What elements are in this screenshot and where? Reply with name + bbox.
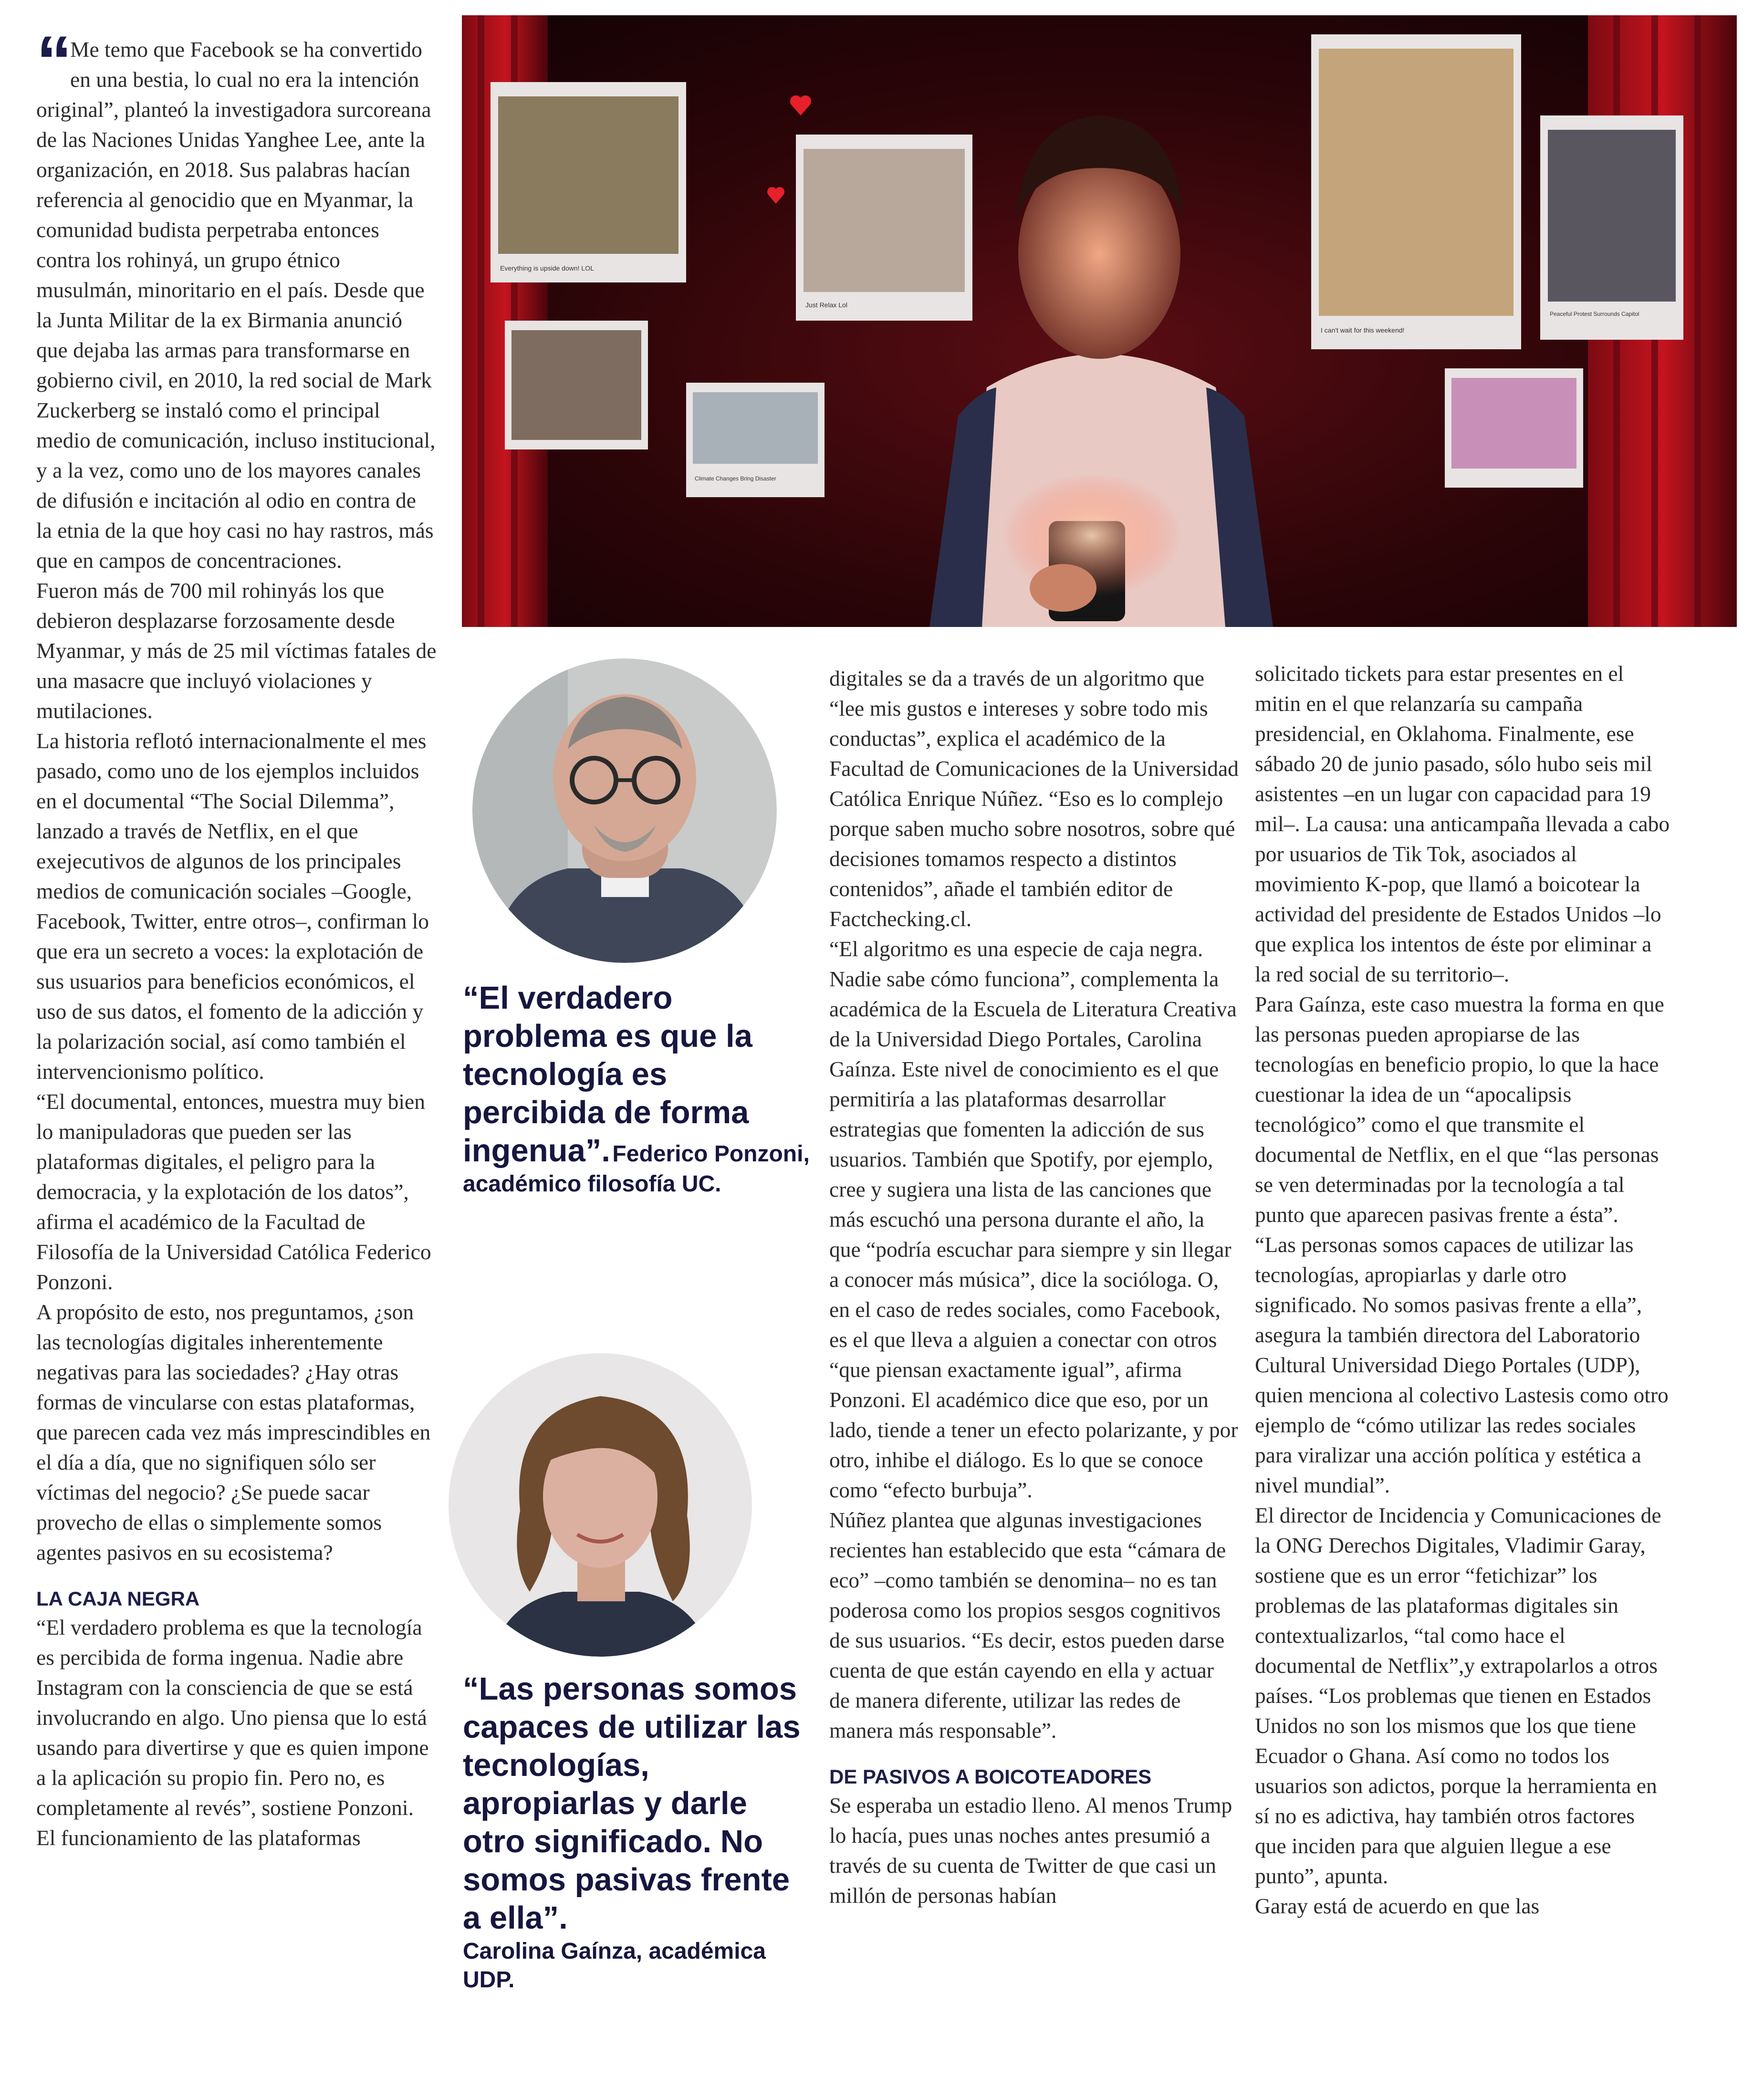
lead-paragraph: “ Me temo que Facebook se ha convertido en una bestia, lo cual no era la intención original”, planteó la investigadora surcoreana de las Naciones Unidas Yanghee Lee, ante la organización, en 2018. Sus palabras hacían referencia al genocidio que en Myanmar, la comunidad budista perpetraba entonces contra los rohinyá, un grupo étnico musulmán, minoritario en el país. Desde que la Junta Militar de la ex Birmania anunció que dejaba las armas para transformarse en gobierno civil, en 2010, la red social de Mark Zuckerberg se instaló como el principal medio de comunicación, incluso institucional, y a la vez, como uno de los mayores canales de difusión e incitación al odio en contra de la etnia de la que hoy casi no hay rastros, más que en campos de concentraciones. — [36, 21, 436, 573]
body-paragraph: Fueron más de 700 mil rohinyás los que debieron desplazarse forzosamente desde Myanmar, y más de 25 mil víctimas fatales de una masacre que incluyó violaciones y mutilaciones. — [36, 578, 437, 723]
body-paragraph: El director de Incidencia y Comunicaciones de la ONG Derechos Digitales, Vladimir Garay, sostiene que es un error “fetichizar” los problemas de las plataformas digitales sin contextualizarlos, “tal como hace el documental de Netflix”,y extrapolarlos a otros países. “Los problemas que tienen en Estados Unidos no son los mismos que los que tiene Ecuador o Ghana. Así como no todos los usuarios son adictos, porque la herramienta en sí no es adictiva, hay también otros factores que inciden para que alguien llegue a ese punto”, apunta. — [1255, 1503, 1661, 1888]
body-paragraph: “Las personas somos capaces de utilizar las tecnologías, apropiarlas y darle otro significado. No somos pasivas frente a ella”, asegura la también directora del Laboratorio Cultural Universidad Diego Portales (UDP), quien menciona al colectivo Lastesis como otro ejemplo de “cómo utilizar las redes sociales para viralizar una acción política y estética a nivel mundial”. — [1255, 1232, 1669, 1497]
portrait-carolina-gainza — [449, 1353, 752, 1657]
pull-quote-text: “Las personas somos capaces de utilizar las tecnologías, apropiarlas y darle otro significado. No somos pasivas frente a ella”. — [463, 1671, 801, 1936]
social-card — [796, 135, 972, 321]
body-paragraph: Núñez plantea que algunas investigaciones recientes han establecido que esta “cámara de eco” –como también se denomina– no es tan poderosa como los propios sesgos cognitivos de sus usuarios. “Es decir, estos pueden darse cuenta de que están cayendo en ella y actuar de manera diferente, utilizar las redes de manera más responsable”. — [829, 1508, 1226, 1743]
body-paragraph: Garay está de acuerdo en que las — [1255, 1894, 1540, 1918]
social-card — [1311, 34, 1521, 349]
pull-quote-ponzoni — [463, 979, 816, 1199]
body-paragraph: “El documental, entonces, muestra muy bien lo manipuladoras que pueden ser las plataformas digitales, el peligro para la democracia, y la explotación de los datos”, afirma el académico de la Facultad de Filosofía de la Universidad Católica Federico Ponzoni. — [36, 1089, 431, 1294]
hero-photo — [462, 15, 1737, 627]
drop-quote-mark: “ — [36, 21, 63, 101]
article-column-1 — [36, 21, 437, 1853]
card-caption: Everything is upside down! LOL — [500, 264, 594, 272]
body-paragraph: A propósito de esto, nos preguntamos, ¿son las tecnologías digitales inherentemente negativas para las sociedades? ¿Hay otras formas de vincularse con estas plataformas, que parecen cada vez más imprescindibles en el día a día, que no signifiquen sólo ser víctimas del negocio? ¿Se puede sacar provecho de ellas o simplemente somos agentes pasivos en su ecosistema? — [36, 1300, 431, 1565]
article-column-4 — [1255, 658, 1670, 1921]
pull-quote-gainza — [463, 1670, 806, 1994]
pull-quote-attribution: Federico Ponzoni, académico filosofía UC. — [463, 1141, 810, 1197]
body-paragraph: digitales se da a través de un algoritmo que “lee mis gustos e intereses y sobre todo mis conductas”, explica el académico de la Facultad de Comunicaciones de la Universidad Católica Enrique Núñez. “Eso es lo complejo porque saben mucho sobre nosotros, sobre qué decisiones tomamos respecto a distintos contenidos”, añade el también editor de Factchecking.cl. — [829, 666, 1239, 931]
card-caption: Climate Changes Bring Disaster — [695, 475, 776, 482]
body-paragraph: El funcionamiento de las plataformas — [36, 1826, 361, 1850]
section-heading: LA CAJA NEGRA — [36, 1587, 200, 1610]
card-caption: Just Relax Lol — [805, 301, 847, 309]
body-paragraph: La historia reflotó internacionalmente el mes pasado, como uno de los ejemplos incluidos en el documental “The Social Dilemma”, lanzado a través de Netflix, en el que exejecutivos de algunos de los principales medios de comunicación sociales –Google, Facebook, Twitter, entre otros–, confirman lo que era un secreto a voces: la explotación de sus usuarios para beneficios económicos, el uso de sus datos, el fomento de la adicción y la polarización social, así como también el intervencionismo político. — [36, 729, 429, 1084]
social-card — [505, 321, 648, 449]
body-paragraph: “El algoritmo es una especie de caja negra. Nadie sabe cómo funciona”, complementa la académica de la Escuela de Literatura Creativa de la Universidad Diego Portales, Carolina Gaínza. Este nivel de conocimiento es el que permitiría a las plataformas desarrollar estrategias que fomenten la adicción de sus usuarios. También que Spotify, por ejemplo, cree y sugiera una lista de las canciones que más escuchó una persona durante el año, la que “podría escuchar para siempre y sin llegar a conocer más música”, dice la socióloga. O, en el caso de redes sociales, como Facebook, es el que lleva a alguien a conectar con otros “que piensan exactamente igual”, afirma Ponzoni. El académico dice que eso, por un lado, tiende a tener un efecto polarizante, y por otro, inhibe el diálogo. Es lo que se conoce como “efecto burbuja”. — [829, 937, 1238, 1502]
body-paragraph: Para Gaínza, este caso muestra la forma en que las personas pueden apropiarse de las tecnologías en beneficio propio, lo que la hace cuestionar la idea de un “apocalipsis tecnológico” como el que transmite el documental de Netflix, en el que “las personas se ven determinadas por la tecnología a tal punto que aparecen pasivas frente a ésta”. — [1255, 992, 1664, 1227]
body-paragraph: solicitado tickets para estar presentes en el mitin en el que relanzaría su campaña presidencial, en Oklahoma. Finalmente, ese sábado 20 de junio pasado, sólo hubo seis mil asistentes –en un lugar con capacidad para 19 mil–. La causa: una anticampaña llevada a cabo por usuarios de Tik Tok, asociados al movimiento K-pop, que llamó a boicotear la actividad del presidente de Estados Unidos –lo que explica los intentos de éste por eliminar a la red social de su territorio–. — [1255, 661, 1670, 986]
social-card — [1445, 368, 1583, 488]
card-caption: Peaceful Protest Surrounds Capitol — [1550, 311, 1639, 317]
social-card — [686, 383, 825, 497]
body-paragraph: “El verdadero problema es que la tecnología es percibida de forma ingenua. Nadie abre Instagram con la consciencia de que se está involucrando en algo. Uno piensa que lo está usando para divertirse y que es quien impone a la aplicación su propio fin. Pero no, es completamente al revés”, sostiene Ponzoni. — [36, 1615, 429, 1820]
body-paragraph: Se esperaba un estadio lleno. Al menos Trump lo hacía, pues unas noches antes presumió a través de su cuenta de Twitter de que casi un millón de personas habían — [829, 1793, 1232, 1908]
social-card — [491, 82, 686, 282]
pull-quote-attribution: Carolina Gaínza, académica UDP. — [463, 1939, 766, 1993]
card-caption: I can't wait for this weekend! — [1321, 326, 1405, 334]
pull-quote-text: “El verdadero problema es que la tecnología es percibida de forma ingenua”. — [463, 980, 752, 1169]
portrait-federico-ponzoni — [472, 658, 777, 963]
social-card — [1540, 115, 1683, 340]
section-heading: DE PASIVOS A BOICOTEADORES — [829, 1765, 1152, 1788]
article-column-3 — [829, 663, 1240, 1910]
